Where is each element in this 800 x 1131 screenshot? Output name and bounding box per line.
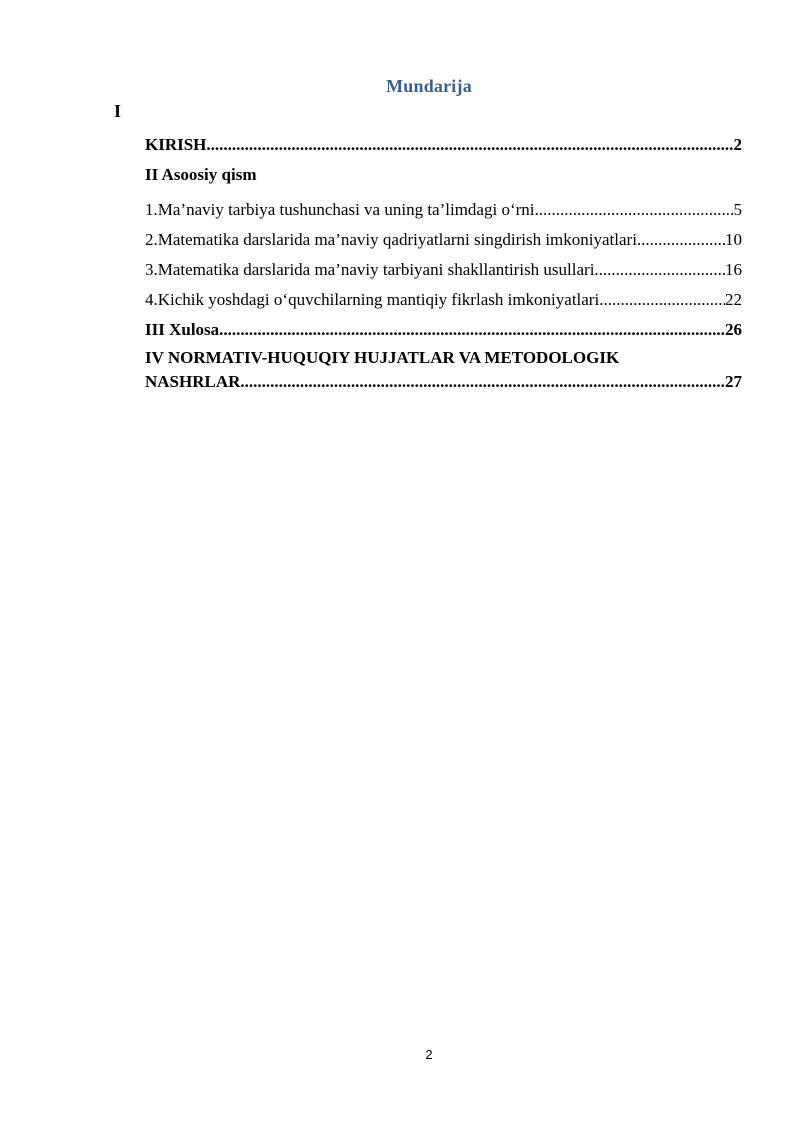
toc-entry-label: III Xulosa bbox=[145, 320, 220, 339]
toc-leader-dots bbox=[219, 319, 725, 341]
toc-entry-label: 4.Kichik yoshdagi o‘quvchilarning mantiqiy fikrlash imkoniyatlari bbox=[145, 290, 600, 309]
section-marker-one: I bbox=[114, 101, 122, 121]
toc-entry-item2[interactable] bbox=[145, 229, 742, 251]
toc-title: Mundarija bbox=[386, 76, 472, 96]
toc-entry-page: 2 bbox=[733, 135, 742, 154]
toc-leader-dots bbox=[594, 259, 725, 281]
toc-section-heading-asosiy: II Asoosiy qism bbox=[145, 165, 257, 184]
toc-entry-label: NASHRLAR bbox=[145, 372, 241, 391]
toc-leader-dots bbox=[206, 134, 733, 156]
toc-entry-page: 26 bbox=[725, 320, 742, 339]
toc-entry-page: 27 bbox=[725, 372, 742, 391]
toc-entry-item3[interactable] bbox=[145, 259, 742, 281]
toc-entry-page: 5 bbox=[733, 200, 742, 219]
toc-leader-dots bbox=[637, 229, 725, 251]
toc-leader-dots bbox=[535, 199, 734, 221]
toc-entry-item4[interactable] bbox=[145, 289, 742, 311]
toc-entry-normativ-line1[interactable]: IV NORMATIV-HUQUQIY HUJJATLAR VA METODOLOGIK bbox=[145, 348, 620, 367]
page-number: 2 bbox=[425, 1047, 433, 1062]
toc-entry-kirish[interactable] bbox=[145, 134, 742, 156]
toc-entry-item1[interactable] bbox=[145, 199, 742, 221]
toc-entry-number: 1. bbox=[145, 200, 158, 219]
toc-entry-label: KIRISH bbox=[145, 135, 207, 154]
toc-entry-page: 10 bbox=[725, 230, 742, 249]
toc-entry-xulosa[interactable] bbox=[145, 319, 742, 341]
toc-entry-label: 3.Matematika darslarida ma’naviy tarbiyani shakllantirish usullari bbox=[145, 260, 595, 279]
toc-entry-label: Ma’naviy tarbiya tushunchasi va uning ta’limdagi o‘rni bbox=[157, 200, 535, 219]
toc-leader-dots bbox=[240, 371, 725, 393]
toc-entry-normativ[interactable] bbox=[145, 371, 742, 393]
toc-leader-dots bbox=[599, 289, 725, 311]
toc-entry-page: 22 bbox=[725, 290, 742, 309]
toc-entry-label: 2.Matematika darslarida ma’naviy qadriyatlarni singdirish imkoniyatlari bbox=[145, 230, 637, 249]
toc-entry-page: 16 bbox=[725, 260, 742, 279]
